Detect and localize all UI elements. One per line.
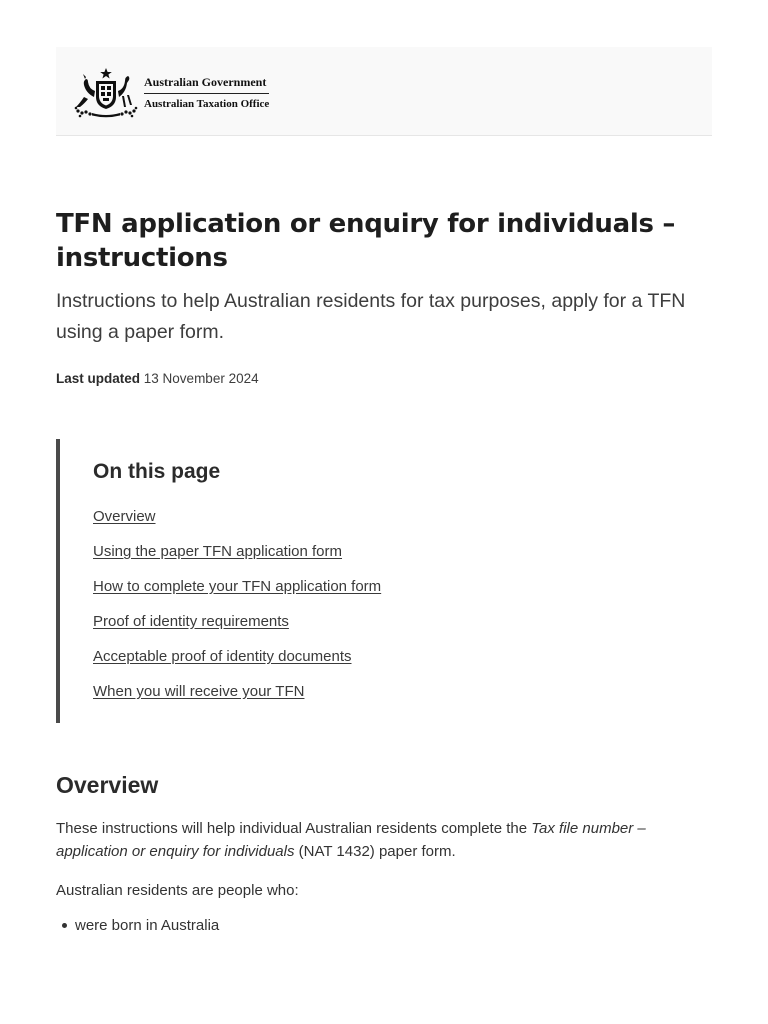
last-updated-date: 13 November 2024 bbox=[143, 371, 259, 386]
list-item bbox=[56, 914, 219, 937]
toc-item bbox=[93, 612, 381, 647]
toc-link-how-to-complete[interactable]: How to complete your TFN application form bbox=[93, 578, 382, 595]
overview-text-end: (NAT 1432) paper form. bbox=[294, 843, 456, 860]
toc-item bbox=[93, 682, 381, 717]
page-lead: Instructions to help Australian residents for tax purposes, apply for a TFN using a paper form. bbox=[56, 290, 686, 343]
residents-intro: Australian residents are people who: bbox=[56, 882, 299, 899]
residents-list bbox=[56, 914, 219, 937]
overview-heading: Overview bbox=[56, 772, 159, 798]
coat-of-arms-icon bbox=[72, 67, 140, 119]
toc-item bbox=[93, 507, 381, 542]
overview-text-start: These instructions will help individual Australian residents complete the bbox=[56, 820, 532, 837]
toc-item bbox=[93, 542, 381, 577]
on-this-page-nav bbox=[56, 439, 660, 723]
logo-text bbox=[144, 75, 269, 111]
toc-link-proof-of-identity-requirements[interactable]: Proof of identity requirements bbox=[93, 613, 289, 630]
toc-link-acceptable-documents[interactable]: Acceptable proof of identity documents bbox=[93, 648, 352, 665]
toc-link-when-receive-tfn[interactable]: When you will receive your TFN bbox=[93, 683, 305, 700]
logo-government-text: Australian Government bbox=[144, 75, 269, 94]
toc-link-overview[interactable]: Overview bbox=[93, 508, 156, 525]
overview-paragraph bbox=[56, 817, 716, 863]
logo-agency-text: Australian Taxation Office bbox=[144, 98, 270, 110]
toc-link-using-paper-form[interactable]: Using the paper TFN application form bbox=[93, 543, 343, 560]
last-updated bbox=[56, 370, 259, 388]
last-updated-label: Last updated bbox=[56, 371, 141, 386]
page-title: TFN application or enquiry for individuals – instructions bbox=[56, 209, 676, 273]
list-item-text: were born in Australia bbox=[75, 917, 220, 934]
form-name-italic: Tax file number – application or enquiry for individuals bbox=[56, 820, 646, 860]
ato-logo-link[interactable] bbox=[72, 67, 269, 119]
toc-heading: On this page bbox=[93, 460, 221, 483]
toc-list bbox=[93, 507, 381, 717]
site-header bbox=[56, 47, 712, 136]
toc-item bbox=[93, 647, 381, 682]
toc-item bbox=[93, 577, 381, 612]
bullet-icon bbox=[62, 923, 67, 928]
